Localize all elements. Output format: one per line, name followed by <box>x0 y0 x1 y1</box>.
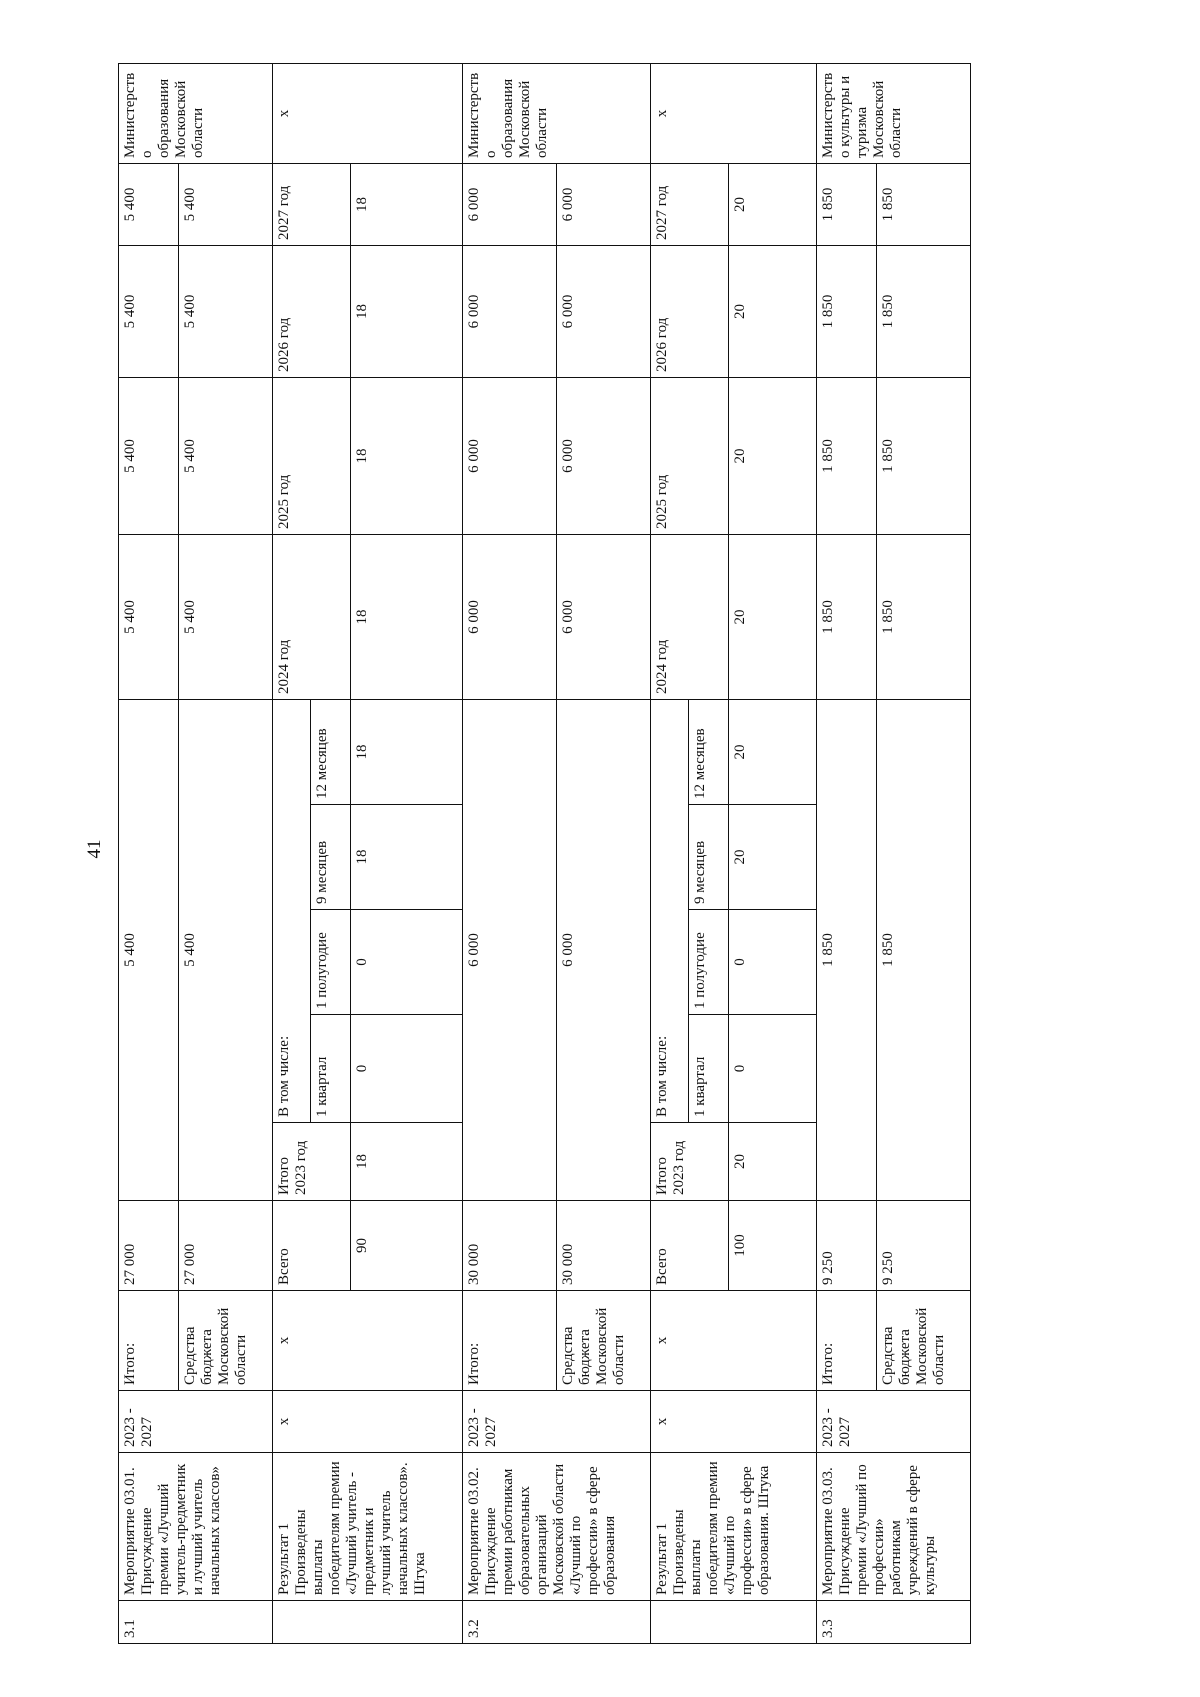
table-row <box>463 63 557 1643</box>
total-2023-cell: 5 400 <box>119 699 179 1200</box>
value-itogo: 20 <box>729 1123 817 1201</box>
budget-2027-cell: 1 850 <box>877 163 971 245</box>
value-m12: 20 <box>729 699 817 804</box>
event-name: Мероприятие 03.01. Присуждение премии «Лучший учитель-предметник и лучший учитель начальных классов» <box>119 1453 273 1601</box>
value-2026: 20 <box>729 245 817 377</box>
source-total: Итого: <box>817 1291 877 1391</box>
header-total: Всего <box>651 1201 729 1291</box>
event-name: Мероприятие 03.02. Присуждение премии работникам образовательных организаций Московской области «Лучший по профессии» в сфере образования <box>463 1453 651 1601</box>
value-2025: 20 <box>729 377 817 534</box>
budget-2024-cell: 6 000 <box>557 534 651 699</box>
source-total: Итого: <box>463 1291 557 1391</box>
value-total: 90 <box>351 1201 463 1291</box>
period: 2023 - 2027 <box>463 1391 651 1453</box>
result-name: Результат 1 Произведены выплаты победителям премии «Лучший учитель - предметник и лучший учитель начальных классов». Штука <box>273 1453 463 1601</box>
page-number: 41 <box>84 839 105 859</box>
total-2023-cell: 6 000 <box>463 699 557 1200</box>
header-q1: 1 квартал <box>311 1015 351 1123</box>
y2025-cell: 6 000 <box>463 377 557 534</box>
y2027-cell: 1 850 <box>817 163 877 245</box>
y2027-cell: 5 400 <box>119 163 179 245</box>
budget-2027-cell: 6 000 <box>557 163 651 245</box>
budget-2026-cell: 6 000 <box>557 245 651 377</box>
header-2026: 2026 год <box>273 245 351 377</box>
source: x <box>651 1291 817 1391</box>
result-name: Результат 1 Произведены выплаты победителям премии «Лучший по профессии» в сфере образования. Штука <box>651 1453 817 1601</box>
header-q1: 1 квартал <box>689 1015 729 1123</box>
value-q1: 0 <box>729 1015 817 1123</box>
header-2027: 2027 год <box>651 163 729 245</box>
header-m9: 9 месяцев <box>311 805 351 910</box>
table-row <box>651 63 689 1643</box>
executor: x <box>273 63 463 163</box>
value-itogo: 18 <box>351 1123 463 1201</box>
y2025-cell: 5 400 <box>119 377 179 534</box>
event-name: Мероприятие 03.03. Присуждение премии «Лучший по профессии» работникам учреждений в сфере культуры <box>817 1453 971 1601</box>
budget-2026-cell: 5 400 <box>179 245 273 377</box>
budget-2023-cell: 6 000 <box>557 699 651 1200</box>
events-table <box>118 63 971 1644</box>
header-2024: 2024 год <box>273 534 351 699</box>
header-including: В том числе: <box>651 699 689 1122</box>
row-number: 3.1 <box>119 1601 273 1644</box>
value-2025: 18 <box>351 377 463 534</box>
period: 2023 - 2027 <box>817 1391 971 1453</box>
value-2027: 18 <box>351 163 463 245</box>
budget-2024-cell: 1 850 <box>877 534 971 699</box>
value-q1: 0 <box>351 1015 463 1123</box>
table-row <box>273 63 311 1643</box>
total-cell: 27 000 <box>119 1201 179 1291</box>
y2025-cell: 1 850 <box>817 377 877 534</box>
value-m9: 18 <box>351 805 463 910</box>
header-2027: 2027 год <box>273 163 351 245</box>
budget-2023-cell: 1 850 <box>877 699 971 1200</box>
source-total: Итого: <box>119 1291 179 1391</box>
y2024-cell: 6 000 <box>463 534 557 699</box>
y2026-cell: 1 850 <box>817 245 877 377</box>
budget-total-cell: 9 250 <box>877 1201 971 1291</box>
header-2024: 2024 год <box>651 534 729 699</box>
budget-2025-cell: 1 850 <box>877 377 971 534</box>
y2024-cell: 5 400 <box>119 534 179 699</box>
budget-2025-cell: 6 000 <box>557 377 651 534</box>
budget-2026-cell: 1 850 <box>877 245 971 377</box>
header-itogo: Итого 2023 год <box>651 1123 729 1201</box>
header-total: Всего <box>273 1201 351 1291</box>
value-2026: 18 <box>351 245 463 377</box>
budget-2025-cell: 5 400 <box>179 377 273 534</box>
table-row <box>817 63 877 1643</box>
budget-2027-cell: 5 400 <box>179 163 273 245</box>
header-itogo: Итого 2023 год <box>273 1123 351 1201</box>
value-2024: 18 <box>351 534 463 699</box>
table-container <box>118 64 1168 1644</box>
header-2025: 2025 год <box>273 377 351 534</box>
source-budget: Средства бюджета Московской области <box>557 1291 651 1391</box>
budget-total-cell: 27 000 <box>179 1201 273 1291</box>
period: x <box>651 1391 817 1453</box>
value-m12: 18 <box>351 699 463 804</box>
total-2023-cell: 1 850 <box>817 699 877 1200</box>
rotated-page <box>118 64 1168 1644</box>
y2026-cell: 5 400 <box>119 245 179 377</box>
executor: x <box>651 63 817 163</box>
header-2026: 2026 год <box>651 245 729 377</box>
period: 2023 - 2027 <box>119 1391 273 1453</box>
value-m9: 20 <box>729 805 817 910</box>
total-cell: 30 000 <box>463 1201 557 1291</box>
source-budget: Средства бюджета Московской области <box>877 1291 971 1391</box>
executor: Министерство образования Московской области <box>463 63 651 163</box>
header-m12: 12 месяцев <box>311 699 351 804</box>
header-2025: 2025 год <box>651 377 729 534</box>
budget-2023-cell: 5 400 <box>179 699 273 1200</box>
value-total: 100 <box>729 1201 817 1291</box>
value-2024: 20 <box>729 534 817 699</box>
source-budget: Средства бюджета Московской области <box>179 1291 273 1391</box>
y2024-cell: 1 850 <box>817 534 877 699</box>
value-h1: 0 <box>729 910 817 1015</box>
budget-total-cell: 30 000 <box>557 1201 651 1291</box>
value-h1: 0 <box>351 910 463 1015</box>
header-m9: 9 месяцев <box>689 805 729 910</box>
executor: Министерство образования Московской области <box>119 63 273 163</box>
header-including: В том числе: <box>273 699 311 1122</box>
value-2027: 20 <box>729 163 817 245</box>
y2027-cell: 6 000 <box>463 163 557 245</box>
row-number: 3.3 <box>817 1601 971 1644</box>
executor: Министерство культуры и туризма Московской области <box>817 63 971 163</box>
period: x <box>273 1391 463 1453</box>
row-number: 3.2 <box>463 1601 651 1644</box>
budget-2024-cell: 5 400 <box>179 534 273 699</box>
header-h1: 1 полугодие <box>689 910 729 1015</box>
table-row <box>119 63 179 1643</box>
y2026-cell: 6 000 <box>463 245 557 377</box>
header-m12: 12 месяцев <box>689 699 729 804</box>
header-h1: 1 полугодие <box>311 910 351 1015</box>
total-cell: 9 250 <box>817 1201 877 1291</box>
source: x <box>273 1291 463 1391</box>
